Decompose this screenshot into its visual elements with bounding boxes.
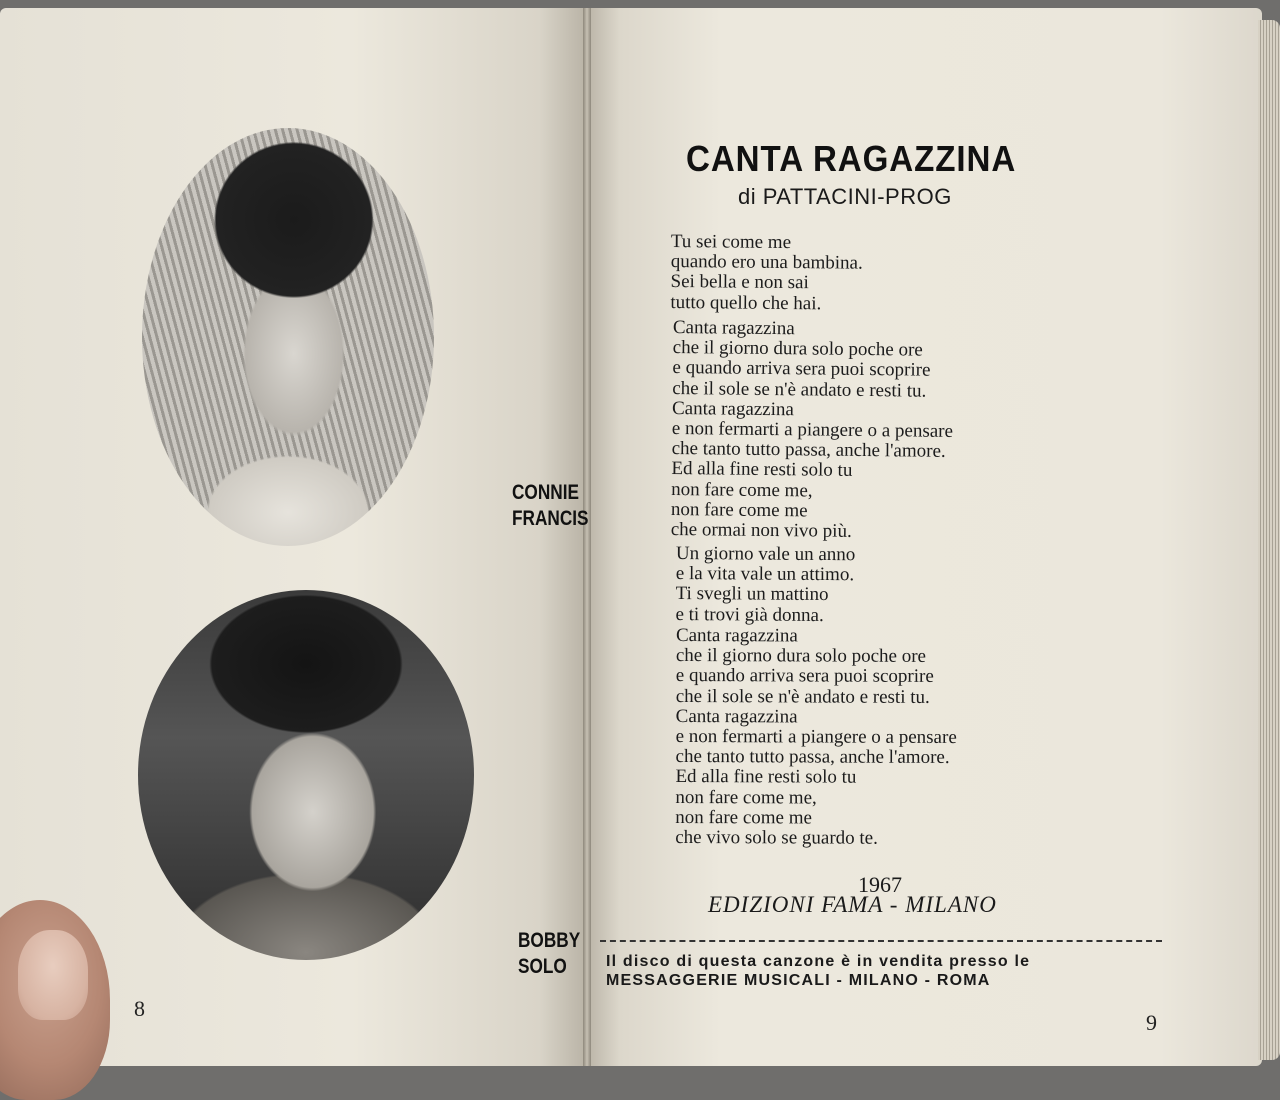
lyric-line: Ed alla fine resti solo tu [675,766,857,788]
lyric-line: non fare come me, [671,478,813,501]
lyric-line: che vivo solo se guardo te. [675,826,878,849]
label-line: FRANCIS [512,507,589,530]
portrait-label-bobby-solo [518,928,580,980]
lyrics-stanza-4 [675,626,957,849]
lyric-line: che ormai non vivo più. [670,518,852,542]
song-author: di PATTACINI-PROG [738,184,952,209]
lyric-line: che il sole se n'è andato e resti tu. [675,685,930,708]
lyrics-stanza-2 [671,318,954,543]
page-number-left: 8 [134,996,145,1021]
lyric-line: e quando arriva sera puoi scoprire [675,665,934,688]
lyric-line: quando ero una bambina. [670,251,863,274]
page-number-right: 9 [1146,1010,1157,1035]
lyric-line: Canta ragazzina [675,705,798,728]
footer-line: MESSAGGERIE MUSICALI - MILANO - ROMA [606,972,991,989]
lyric-line: Tu sei come me [670,231,792,254]
portrait-label-connie-francis [512,480,589,532]
publication-year: 1967 [858,872,902,897]
portrait-photo-connie-francis [142,128,434,546]
lyrics-stanza-1 [670,232,863,314]
lyrics-stanza-3 [675,544,855,626]
publisher: EDIZIONI FAMA - MILANO [708,892,997,917]
lyric-line: non fare come me, [675,786,817,808]
lyric-line: che tanto tutto passa, anche l'amore. [675,746,950,769]
lyric-line: e quando arriva sera puoi scoprire [672,357,931,382]
label-line: CONNIE [512,481,579,504]
lyric-line: tutto quello che hai. [670,291,822,314]
record-sales-note [606,952,1030,990]
lyric-line: Canta ragazzina [671,397,795,421]
lyric-line: Canta ragazzina [675,625,798,647]
lyric-line: non fare come me [675,806,813,829]
dashed-divider [600,940,1162,942]
portrait-photo-bobby-solo [138,590,474,960]
lyric-line: e ti trovi già donna. [675,603,824,626]
lyric-line: e non fermarti a piangere o a pensare [671,417,954,442]
label-line: SOLO [518,955,567,978]
book-spine [583,8,591,1066]
lyric-line: non fare come me [670,498,808,522]
lyric-line: che tanto tutto passa, anche l'amore. [671,438,946,462]
lyric-line: Sei bella e non sai [670,271,809,294]
lyric-line: Un giorno vale un anno [675,543,856,566]
song-title: CANTA RAGAZZINA [686,138,1017,179]
lyric-line: e non fermarti a piangere o a pensare [675,725,957,748]
lyric-line: che il giorno dura solo poche ore [675,645,927,668]
label-line: BOBBY [518,929,581,952]
lyric-line: che il giorno dura solo poche ore [672,337,923,361]
lyric-line: Canta ragazzina [672,317,795,340]
lyric-line: Ti svegli un mattino [675,583,829,606]
page-edges [1258,20,1280,1060]
lyric-line: che il sole se n'è andato e resti tu. [672,377,927,402]
lyric-line: e la vita vale un attimo. [675,563,855,586]
thumb-nail [18,930,88,1020]
lyric-line: Ed alla fine resti solo tu [671,458,853,482]
footer-line: Il disco di questa canzone è in vendita presso le [606,953,1031,970]
